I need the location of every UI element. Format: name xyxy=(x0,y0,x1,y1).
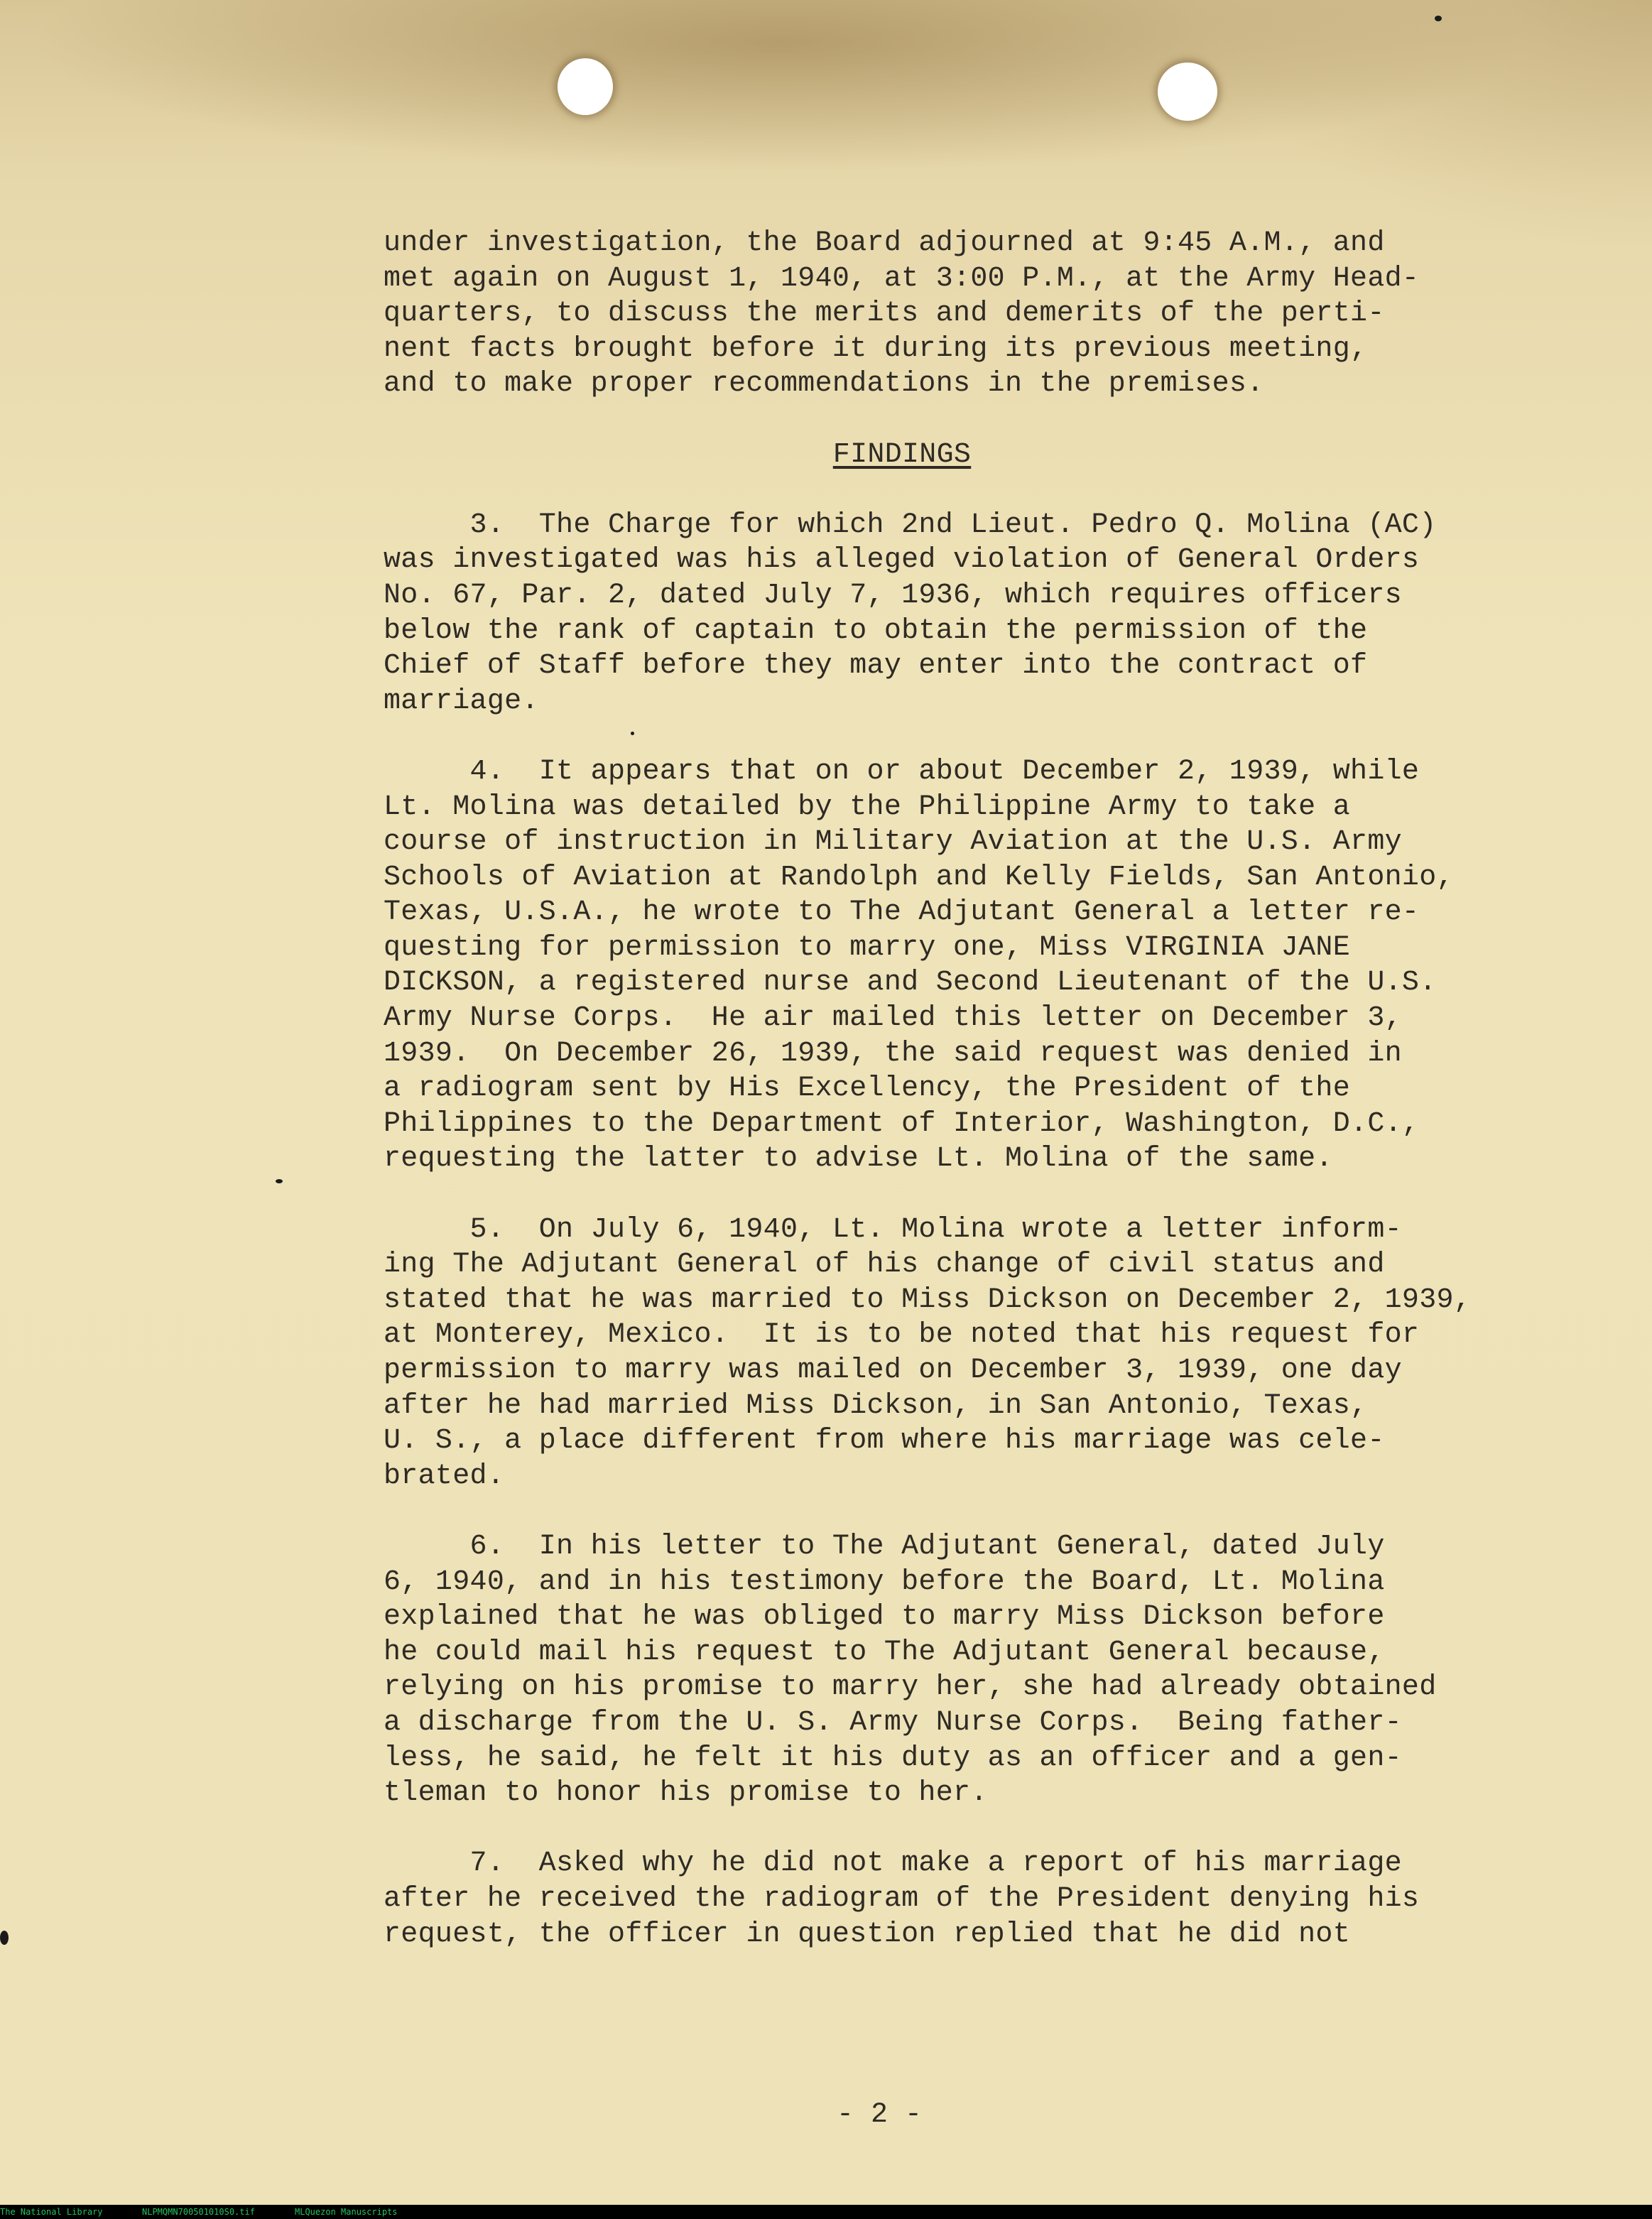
text-line: Texas, U.S.A., he wrote to The Adjutant General a letter re- xyxy=(384,896,1420,929)
text-line: questing for permission to marry one, Miss VIRGINIA JANE xyxy=(384,931,1351,964)
ink-speck xyxy=(0,1931,9,1945)
document-body xyxy=(384,226,1548,1952)
paragraph-5 xyxy=(384,1212,1548,1494)
text-line: after he received the radiogram of the President denying his xyxy=(384,1882,1420,1915)
text-line: 7. Asked why he did not make a report of his marriage xyxy=(384,1848,1402,1880)
ink-speck xyxy=(276,1179,283,1183)
text-line: met again on August 1, 1940, at 3:00 P.M., at the Army Head- xyxy=(384,262,1420,295)
archive-footer-bar xyxy=(0,2205,1652,2219)
intro-paragraph xyxy=(384,226,1548,402)
footer-institution: The National Library xyxy=(0,2207,103,2217)
page-number: - 2 - xyxy=(836,2099,923,2131)
text-line: 5. On July 6, 1940, Lt. Molina wrote a letter inform- xyxy=(384,1213,1402,1246)
text-line: brated. xyxy=(384,1460,505,1492)
text-line: after he had married Miss Dickson, in San Antonio, Texas, xyxy=(384,1389,1368,1422)
text-line: quarters, to discuss the merits and demerits of the perti- xyxy=(384,298,1385,330)
text-line: marriage. xyxy=(384,685,539,717)
findings-heading xyxy=(384,438,1548,473)
text-line: request, the officer in question replied that he did not xyxy=(384,1918,1351,1951)
paragraph-4 xyxy=(384,754,1548,1177)
text-line: DICKSON, a registered nurse and Second Lieutenant of the U.S. xyxy=(384,967,1437,999)
text-line: U. S., a place different from where his marriage was cele- xyxy=(384,1425,1385,1458)
text-line: Army Nurse Corps. He air mailed this letter on December 3, xyxy=(384,1002,1402,1035)
text-line: explained that he was obliged to marry Miss Dickson before xyxy=(384,1601,1385,1634)
text-line: 6. In his letter to The Adjutant General, dated July xyxy=(384,1530,1385,1563)
text-line: relying on his promise to marry her, she had already obtained xyxy=(384,1671,1437,1704)
text-line: nent facts brought before it during its previous meeting, xyxy=(384,332,1368,365)
text-line: permission to marry was mailed on December 3, 1939, one day xyxy=(384,1355,1402,1387)
text-line: was investigated was his alleged violation of General Orders xyxy=(384,544,1420,577)
text-line: a discharge from the U. S. Army Nurse Corps. Being father- xyxy=(384,1706,1402,1739)
text-line: Schools of Aviation at Randolph and Kelly Fields, San Antonio, xyxy=(384,861,1454,894)
text-line: ing The Adjutant General of his change of civil status and xyxy=(384,1249,1385,1281)
paragraph-6 xyxy=(384,1529,1548,1811)
text-line: at Monterey, Mexico. It is to be noted that his request for xyxy=(384,1319,1420,1352)
footer-collection: MLQuezon Manuscripts xyxy=(295,2207,398,2217)
text-line: requesting the latter to advise Lt. Molina of the same. xyxy=(384,1143,1333,1176)
text-line: Lt. Molina was detailed by the Philippine Army to take a xyxy=(384,791,1351,823)
text-line: 1939. On December 26, 1939, the said request was denied in xyxy=(384,1037,1402,1070)
punch-hole-left xyxy=(558,58,613,115)
text-line: 4. It appears that on or about December 2, 1939, while xyxy=(384,755,1420,788)
text-line: No. 67, Par. 2, dated July 7, 1936, which requires officers xyxy=(384,579,1402,612)
text-line: course of instruction in Military Aviation at the U.S. Army xyxy=(384,826,1402,859)
punch-hole-right xyxy=(1158,63,1217,121)
text-line: Chief of Staff before they may enter into the contract of xyxy=(384,650,1368,683)
findings-heading-text: FINDINGS xyxy=(832,438,972,471)
text-line: below the rank of captain to obtain the permission of the xyxy=(384,614,1368,647)
text-line: and to make proper recommendations in the premises. xyxy=(384,368,1264,401)
text-line: stated that he was married to Miss Dickson on December 2, 1939, xyxy=(384,1284,1472,1316)
text-line: he could mail his request to The Adjutant General because, xyxy=(384,1636,1385,1669)
footer-file-id: NLPMQMN700501010S0.tif xyxy=(142,2207,255,2217)
text-line: 6, 1940, and in his testimony before the Board, Lt. Molina xyxy=(384,1566,1385,1598)
text-line: under investigation, the Board adjourned at 9:45 A.M., and xyxy=(384,227,1385,259)
text-line: less, he said, he felt it his duty as an officer and a gen- xyxy=(384,1742,1402,1774)
ink-speck xyxy=(1435,16,1442,21)
text-line: Philippines to the Department of Interior, Washington, D.C., xyxy=(384,1107,1420,1140)
text-line: 3. The Charge for which 2nd Lieut. Pedro Q. Molina (AC) xyxy=(384,509,1437,541)
text-line: tleman to honor his promise to her. xyxy=(384,1777,988,1810)
text-line: a radiogram sent by His Excellency, the President of the xyxy=(384,1073,1351,1105)
paragraph-3 xyxy=(384,508,1548,720)
paragraph-7 xyxy=(384,1846,1548,1952)
